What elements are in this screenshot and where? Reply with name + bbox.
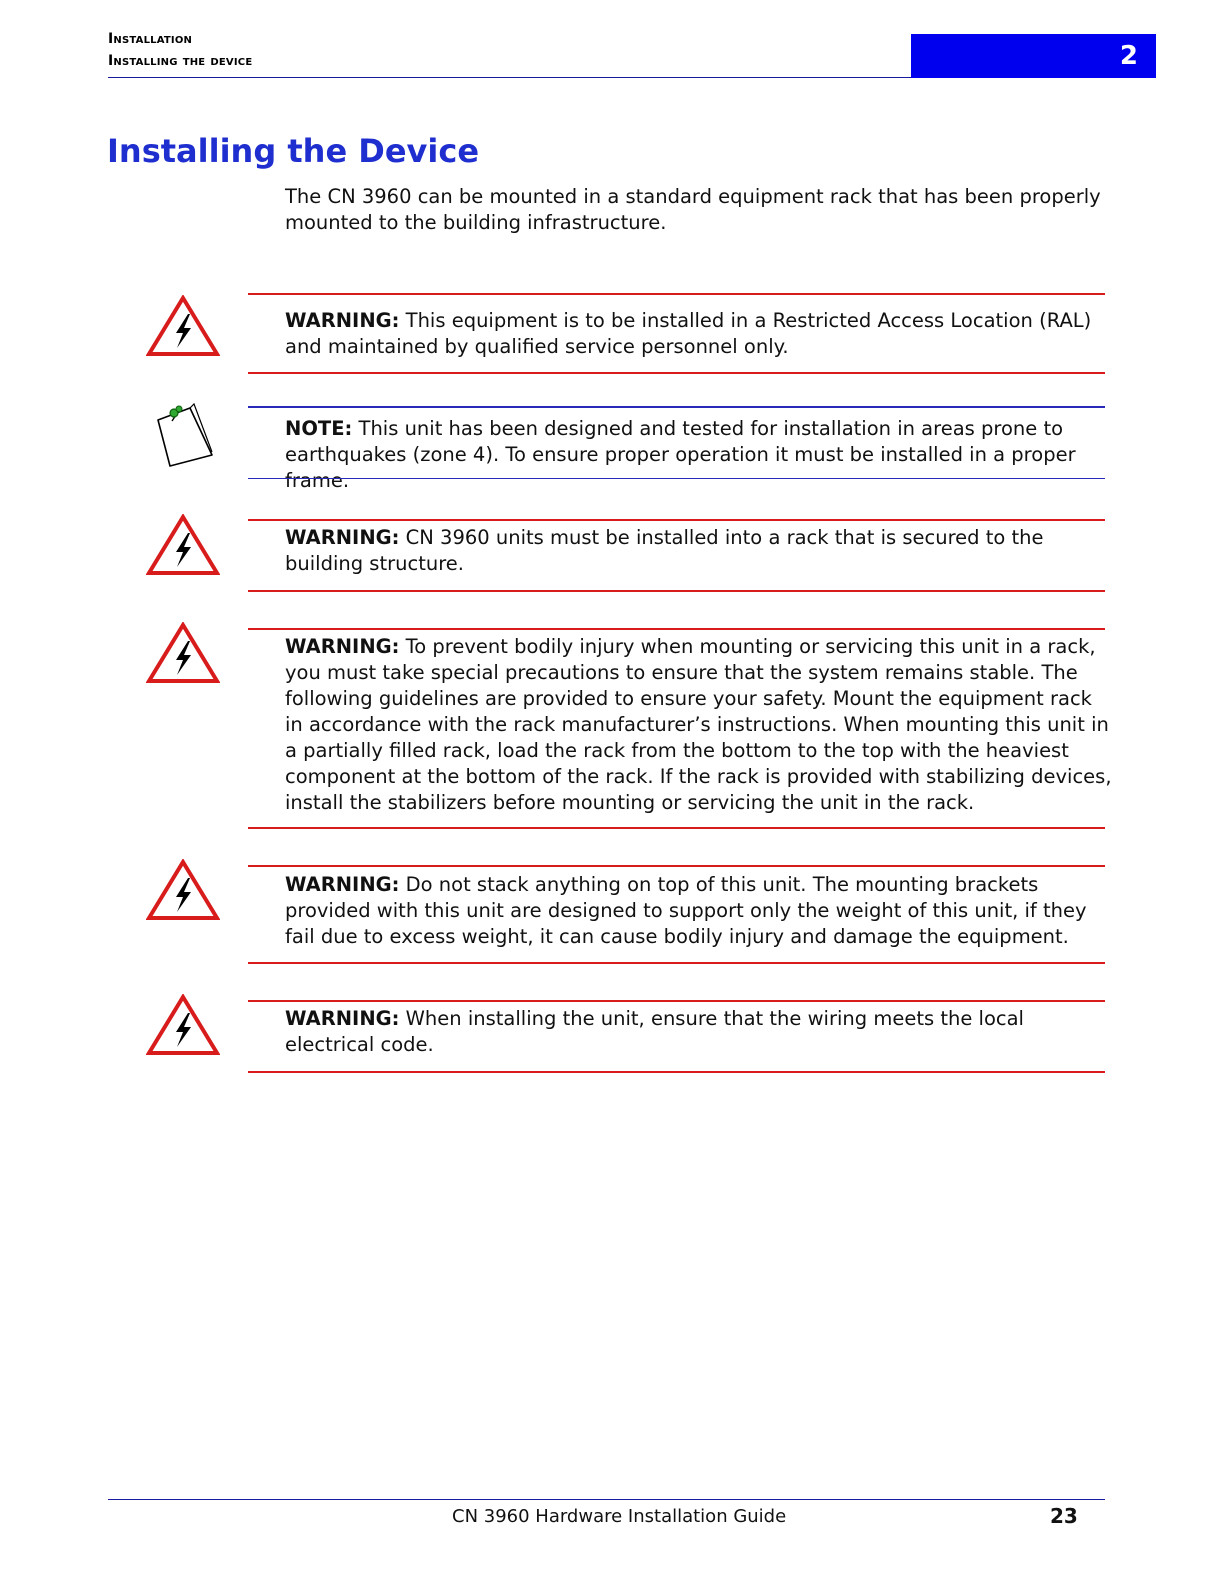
warning-rule-bottom bbox=[248, 827, 1105, 829]
warning-rule-bottom bbox=[248, 962, 1105, 964]
footer-title: CN 3960 Hardware Installation Guide bbox=[452, 1506, 787, 1527]
callout-label: WARNING: bbox=[285, 873, 400, 896]
callout-text: When installing the unit, ensure that the wiring meets the local electrical code. bbox=[285, 1007, 1024, 1056]
warning-callout bbox=[285, 525, 1115, 577]
header-rule bbox=[108, 77, 912, 78]
page-title: Installing the Device bbox=[107, 132, 480, 170]
page-number: 23 bbox=[1050, 1504, 1078, 1528]
running-header-subsection: Installing the device bbox=[108, 53, 253, 69]
warning-shock-icon bbox=[146, 994, 220, 1056]
running-header-section: Installation bbox=[108, 31, 193, 47]
callout-label: WARNING: bbox=[285, 1007, 400, 1030]
callout-text: Do not stack anything on top of this unit. The mounting brackets provided with this unit are designed to support only the weight of this unit, if they fail due to excess weight, it can cause bodily injury and damage the equipment. bbox=[285, 873, 1087, 948]
warning-rule-top bbox=[248, 1000, 1105, 1002]
warning-callout bbox=[285, 1006, 1115, 1058]
callout-label: WARNING: bbox=[285, 309, 400, 332]
callout-text: This equipment is to be installed in a Restricted Access Location (RAL) and maintained by qualified service personnel only. bbox=[285, 309, 1092, 358]
warning-rule-top bbox=[248, 293, 1105, 295]
callout-label: WARNING: bbox=[285, 526, 400, 549]
warning-rule-bottom bbox=[248, 590, 1105, 592]
callout-text: This unit has been designed and tested for installation in areas prone to earthquakes (zone 4). To ensure proper operation it must be installed in a proper frame. bbox=[285, 417, 1076, 492]
note-rule-top bbox=[248, 406, 1105, 408]
warning-rule-top bbox=[248, 865, 1105, 867]
warning-rule-top bbox=[248, 519, 1105, 521]
warning-shock-icon bbox=[146, 295, 220, 357]
chapter-number-tab: 2 bbox=[911, 34, 1156, 78]
callout-label: WARNING: bbox=[285, 635, 400, 658]
note-callout bbox=[285, 416, 1115, 494]
warning-shock-icon bbox=[146, 859, 220, 921]
warning-callout bbox=[285, 634, 1115, 816]
footer-rule bbox=[108, 1499, 1105, 1500]
warning-callout bbox=[285, 308, 1115, 360]
warning-rule-bottom bbox=[248, 1071, 1105, 1073]
warning-rule-top bbox=[248, 628, 1105, 630]
note-pin-icon bbox=[152, 400, 218, 472]
warning-shock-icon bbox=[146, 514, 220, 576]
callout-text: To prevent bodily injury when mounting or servicing this unit in a rack, you must take special precautions to ensure that the system remains stable. The following guidelines are provided to ensure your safety. Mount the equipment rack in accordance with the rack manufacturer’s instructions. When mounting this unit in a partially filled rack, load the rack from the bottom to the top with the heaviest component at the bottom of the rack. If the rack is provided with stabilizing devices, install the stabilizers before mounting or servicing the unit in the rack. bbox=[285, 635, 1112, 814]
note-rule-bottom bbox=[248, 478, 1105, 479]
warning-shock-icon bbox=[146, 622, 220, 684]
callout-label: NOTE: bbox=[285, 417, 353, 440]
callout-text: CN 3960 units must be installed into a rack that is secured to the building structure. bbox=[285, 526, 1044, 575]
intro-paragraph: The CN 3960 can be mounted in a standard equipment rack that has been properly mounted to the building infrastructure. bbox=[285, 185, 1101, 234]
warning-callout bbox=[285, 872, 1115, 950]
warning-rule-bottom bbox=[248, 372, 1105, 374]
